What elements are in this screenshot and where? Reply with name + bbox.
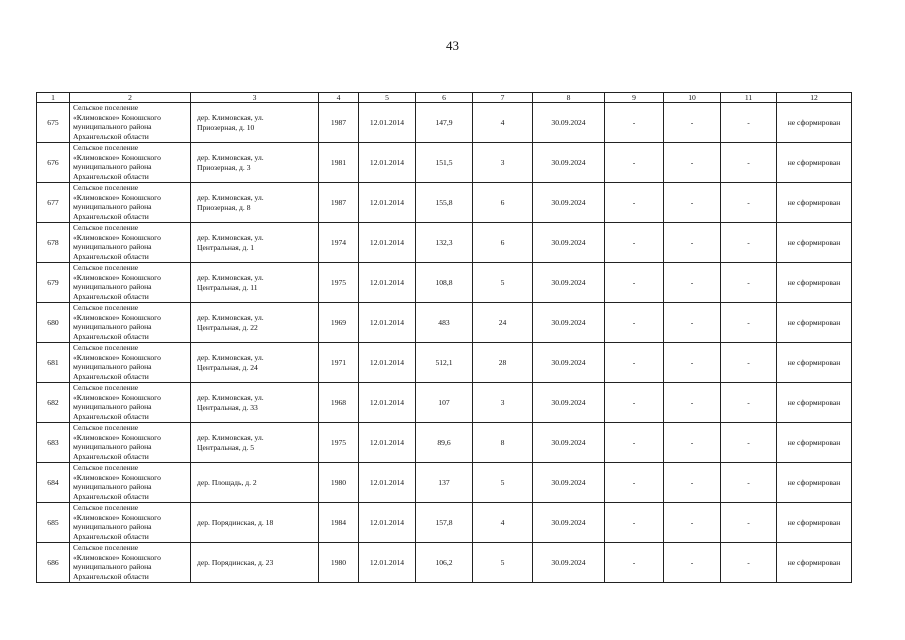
address-line: дер. Площадь, д. 2 <box>197 477 257 487</box>
col11-cell: - <box>721 263 777 303</box>
col10-cell: - <box>664 263 721 303</box>
settlement-cell <box>70 343 191 383</box>
col9-cell: - <box>605 543 664 583</box>
area-cell: 132,3 <box>416 223 473 263</box>
settlement-line: муниципального района <box>73 282 152 292</box>
settlement-line: Архангельской области <box>73 571 149 581</box>
address-line: Приозерная, д. 3 <box>197 162 251 172</box>
col10-cell: - <box>664 383 721 423</box>
address-cell <box>191 343 319 383</box>
settlement-line: Архангельской области <box>73 251 149 261</box>
table-row <box>37 423 852 463</box>
plan-date-cell: 30.09.2024 <box>533 463 605 503</box>
row-number-cell: 686 <box>37 543 70 583</box>
year-cell: 1987 <box>319 103 359 143</box>
row-number-cell: 682 <box>37 383 70 423</box>
column-header-2: 2 <box>70 93 191 103</box>
date-cell: 12.01.2014 <box>359 303 416 343</box>
units-cell: 3 <box>473 143 533 183</box>
table-body <box>37 103 852 583</box>
units-cell: 28 <box>473 343 533 383</box>
settlement-line: «Климовское» Коношского <box>73 192 161 202</box>
status-cell: не сформирован <box>777 143 852 183</box>
date-cell: 12.01.2014 <box>359 383 416 423</box>
address-cell <box>191 223 319 263</box>
settlement-line: Сельское поселение <box>73 303 139 312</box>
column-header-7: 7 <box>473 93 533 103</box>
settlement-line: Сельское поселение <box>73 223 139 232</box>
settlement-line: Архангельской области <box>73 411 149 421</box>
plan-date-cell: 30.09.2024 <box>533 103 605 143</box>
address-cell <box>191 543 319 583</box>
status-cell: не сформирован <box>777 103 852 143</box>
column-header-10: 10 <box>664 93 721 103</box>
year-cell: 1975 <box>319 263 359 303</box>
date-cell: 12.01.2014 <box>359 543 416 583</box>
table-row <box>37 263 852 303</box>
settlement-line: Сельское поселение <box>73 543 139 552</box>
settlement-line: «Климовское» Коношского <box>73 512 161 522</box>
address-line: Центральная, д. 24 <box>197 362 258 372</box>
settlement-cell <box>70 143 191 183</box>
status-cell: не сформирован <box>777 543 852 583</box>
settlement-line: муниципального района <box>73 242 152 252</box>
status-cell: не сформирован <box>777 463 852 503</box>
settlement-line: Сельское поселение <box>73 263 139 272</box>
settlement-line: Сельское поселение <box>73 503 139 512</box>
column-header-11: 11 <box>721 93 777 103</box>
row-number-cell: 680 <box>37 303 70 343</box>
settlement-cell <box>70 423 191 463</box>
date-cell: 12.01.2014 <box>359 343 416 383</box>
column-header-4: 4 <box>319 93 359 103</box>
year-cell: 1975 <box>319 423 359 463</box>
settlement-cell <box>70 503 191 543</box>
address-cell <box>191 423 319 463</box>
col9-cell: - <box>605 183 664 223</box>
address-line: Центральная, д. 5 <box>197 442 254 452</box>
year-cell: 1984 <box>319 503 359 543</box>
settlement-line: Архангельской области <box>73 371 149 381</box>
col11-cell: - <box>721 103 777 143</box>
settlement-line: муниципального района <box>73 522 152 532</box>
col11-cell: - <box>721 543 777 583</box>
table-row <box>37 103 852 143</box>
settlement-line: Архангельской области <box>73 291 149 301</box>
area-cell: 89,6 <box>416 423 473 463</box>
settlement-line: Сельское поселение <box>73 343 139 352</box>
area-cell: 483 <box>416 303 473 343</box>
area-cell: 107 <box>416 383 473 423</box>
units-cell: 24 <box>473 303 533 343</box>
settlement-cell <box>70 463 191 503</box>
plan-date-cell: 30.09.2024 <box>533 263 605 303</box>
status-cell: не сформирован <box>777 183 852 223</box>
address-line: Центральная, д. 22 <box>197 322 258 332</box>
date-cell: 12.01.2014 <box>359 463 416 503</box>
status-cell: не сформирован <box>777 303 852 343</box>
date-cell: 12.01.2014 <box>359 143 416 183</box>
year-cell: 1981 <box>319 143 359 183</box>
address-line: дер. Климовская, ул. <box>197 312 264 322</box>
plan-date-cell: 30.09.2024 <box>533 223 605 263</box>
settlement-line: Архангельской области <box>73 211 149 221</box>
settlement-line: «Климовское» Коношского <box>73 152 161 162</box>
settlement-line: муниципального района <box>73 202 152 212</box>
area-cell: 106,2 <box>416 543 473 583</box>
col10-cell: - <box>664 343 721 383</box>
column-header-8: 8 <box>533 93 605 103</box>
settlement-cell <box>70 543 191 583</box>
settlement-line: «Климовское» Коношского <box>73 112 161 122</box>
row-number-cell: 679 <box>37 263 70 303</box>
date-cell: 12.01.2014 <box>359 423 416 463</box>
table-row <box>37 463 852 503</box>
row-number-cell: 675 <box>37 103 70 143</box>
table-row <box>37 303 852 343</box>
settlement-cell <box>70 383 191 423</box>
address-line: Центральная, д. 11 <box>197 282 258 292</box>
status-cell: не сформирован <box>777 503 852 543</box>
address-line: Центральная, д. 1 <box>197 242 254 252</box>
units-cell: 5 <box>473 263 533 303</box>
col11-cell: - <box>721 183 777 223</box>
date-cell: 12.01.2014 <box>359 503 416 543</box>
housing-register-table <box>36 92 852 583</box>
units-cell: 5 <box>473 543 533 583</box>
col10-cell: - <box>664 503 721 543</box>
column-header-9: 9 <box>605 93 664 103</box>
col11-cell: - <box>721 223 777 263</box>
address-line: дер. Порядинская, д. 18 <box>197 517 274 527</box>
settlement-line: Архангельской области <box>73 331 149 341</box>
table-row <box>37 223 852 263</box>
col11-cell: - <box>721 343 777 383</box>
address-line: Приозерная, д. 10 <box>197 122 255 132</box>
date-cell: 12.01.2014 <box>359 183 416 223</box>
units-cell: 6 <box>473 223 533 263</box>
settlement-line: муниципального района <box>73 402 152 412</box>
date-cell: 12.01.2014 <box>359 223 416 263</box>
settlement-line: Архангельской области <box>73 451 149 461</box>
status-cell: не сформирован <box>777 343 852 383</box>
settlement-line: муниципального района <box>73 162 152 172</box>
address-cell <box>191 303 319 343</box>
units-cell: 4 <box>473 503 533 543</box>
plan-date-cell: 30.09.2024 <box>533 423 605 463</box>
column-header-1: 1 <box>37 93 70 103</box>
plan-date-cell: 30.09.2024 <box>533 343 605 383</box>
date-cell: 12.01.2014 <box>359 103 416 143</box>
row-number-cell: 681 <box>37 343 70 383</box>
address-cell <box>191 463 319 503</box>
address-line: дер. Климовская, ул. <box>197 272 264 282</box>
settlement-line: Сельское поселение <box>73 183 139 192</box>
status-cell: не сформирован <box>777 383 852 423</box>
col9-cell: - <box>605 103 664 143</box>
units-cell: 3 <box>473 383 533 423</box>
row-number-cell: 685 <box>37 503 70 543</box>
col9-cell: - <box>605 343 664 383</box>
address-line: дер. Климовская, ул. <box>197 432 264 442</box>
settlement-line: «Климовское» Коношского <box>73 472 161 482</box>
address-line: дер. Климовская, ул. <box>197 232 264 242</box>
address-cell <box>191 503 319 543</box>
settlement-line: «Климовское» Коношского <box>73 552 161 562</box>
col10-cell: - <box>664 423 721 463</box>
settlement-line: «Климовское» Коношского <box>73 232 161 242</box>
status-cell: не сформирован <box>777 223 852 263</box>
col10-cell: - <box>664 143 721 183</box>
settlement-cell <box>70 223 191 263</box>
plan-date-cell: 30.09.2024 <box>533 183 605 223</box>
settlement-line: «Климовское» Коношского <box>73 272 161 282</box>
address-line: дер. Порядинская, д. 23 <box>197 557 274 567</box>
col10-cell: - <box>664 103 721 143</box>
col9-cell: - <box>605 423 664 463</box>
row-number-cell: 684 <box>37 463 70 503</box>
settlement-line: муниципального района <box>73 442 152 452</box>
col11-cell: - <box>721 383 777 423</box>
column-number-header-row <box>37 93 852 103</box>
area-cell: 512,1 <box>416 343 473 383</box>
col11-cell: - <box>721 503 777 543</box>
settlement-line: Архангельской области <box>73 531 149 541</box>
col10-cell: - <box>664 543 721 583</box>
plan-date-cell: 30.09.2024 <box>533 143 605 183</box>
settlement-line: «Климовское» Коношского <box>73 312 161 322</box>
table-row <box>37 183 852 223</box>
area-cell: 151,5 <box>416 143 473 183</box>
address-line: дер. Климовская, ул. <box>197 192 264 202</box>
settlement-line: Сельское поселение <box>73 103 139 112</box>
col9-cell: - <box>605 143 664 183</box>
settlement-line: муниципального района <box>73 122 152 132</box>
table-row <box>37 143 852 183</box>
area-cell: 157,8 <box>416 503 473 543</box>
settlement-cell <box>70 183 191 223</box>
address-line: Центральная, д. 33 <box>197 402 258 412</box>
address-line: дер. Климовская, ул. <box>197 152 264 162</box>
units-cell: 8 <box>473 423 533 463</box>
column-header-6: 6 <box>416 93 473 103</box>
settlement-line: «Климовское» Коношского <box>73 432 161 442</box>
col9-cell: - <box>605 303 664 343</box>
units-cell: 4 <box>473 103 533 143</box>
settlement-line: Сельское поселение <box>73 423 139 432</box>
year-cell: 1987 <box>319 183 359 223</box>
settlement-line: муниципального района <box>73 562 152 572</box>
col9-cell: - <box>605 503 664 543</box>
year-cell: 1971 <box>319 343 359 383</box>
units-cell: 5 <box>473 463 533 503</box>
settlement-line: муниципального района <box>73 362 152 372</box>
settlement-cell <box>70 303 191 343</box>
settlement-line: муниципального района <box>73 482 152 492</box>
area-cell: 147,9 <box>416 103 473 143</box>
area-cell: 108,8 <box>416 263 473 303</box>
units-cell: 6 <box>473 183 533 223</box>
col10-cell: - <box>664 183 721 223</box>
page-number: 43 <box>446 38 459 53</box>
col11-cell: - <box>721 463 777 503</box>
col10-cell: - <box>664 463 721 503</box>
address-line: дер. Климовская, ул. <box>197 352 264 362</box>
row-number-cell: 683 <box>37 423 70 463</box>
col11-cell: - <box>721 423 777 463</box>
address-cell <box>191 103 319 143</box>
year-cell: 1968 <box>319 383 359 423</box>
area-cell: 137 <box>416 463 473 503</box>
address-line: дер. Климовская, ул. <box>197 112 264 122</box>
row-number-cell: 677 <box>37 183 70 223</box>
year-cell: 1974 <box>319 223 359 263</box>
area-cell: 155,8 <box>416 183 473 223</box>
col11-cell: - <box>721 303 777 343</box>
settlement-cell <box>70 103 191 143</box>
status-cell: не сформирован <box>777 263 852 303</box>
col9-cell: - <box>605 383 664 423</box>
table-row <box>37 543 852 583</box>
settlement-line: «Климовское» Коношского <box>73 352 161 362</box>
table-row <box>37 503 852 543</box>
table-row <box>37 343 852 383</box>
col9-cell: - <box>605 223 664 263</box>
year-cell: 1969 <box>319 303 359 343</box>
plan-date-cell: 30.09.2024 <box>533 303 605 343</box>
settlement-line: Сельское поселение <box>73 383 139 392</box>
address-cell <box>191 183 319 223</box>
plan-date-cell: 30.09.2024 <box>533 503 605 543</box>
year-cell: 1980 <box>319 463 359 503</box>
column-header-12: 12 <box>777 93 852 103</box>
plan-date-cell: 30.09.2024 <box>533 543 605 583</box>
settlement-line: Архангельской области <box>73 491 149 501</box>
address-cell <box>191 143 319 183</box>
row-number-cell: 676 <box>37 143 70 183</box>
settlement-line: Сельское поселение <box>73 463 139 472</box>
year-cell: 1980 <box>319 543 359 583</box>
settlement-cell <box>70 263 191 303</box>
col9-cell: - <box>605 463 664 503</box>
settlement-line: «Климовское» Коношского <box>73 392 161 402</box>
col10-cell: - <box>664 303 721 343</box>
settlement-line: Сельское поселение <box>73 143 139 152</box>
table-row <box>37 383 852 423</box>
column-header-3: 3 <box>191 93 319 103</box>
column-header-5: 5 <box>359 93 416 103</box>
date-cell: 12.01.2014 <box>359 263 416 303</box>
col9-cell: - <box>605 263 664 303</box>
address-cell <box>191 383 319 423</box>
settlement-line: муниципального района <box>73 322 152 332</box>
settlement-line: Архангельской области <box>73 171 149 181</box>
plan-date-cell: 30.09.2024 <box>533 383 605 423</box>
col10-cell: - <box>664 223 721 263</box>
row-number-cell: 678 <box>37 223 70 263</box>
address-cell <box>191 263 319 303</box>
status-cell: не сформирован <box>777 423 852 463</box>
settlement-line: Архангельской области <box>73 131 149 141</box>
col11-cell: - <box>721 143 777 183</box>
address-line: дер. Климовская, ул. <box>197 392 264 402</box>
address-line: Приозерная, д. 8 <box>197 202 251 212</box>
